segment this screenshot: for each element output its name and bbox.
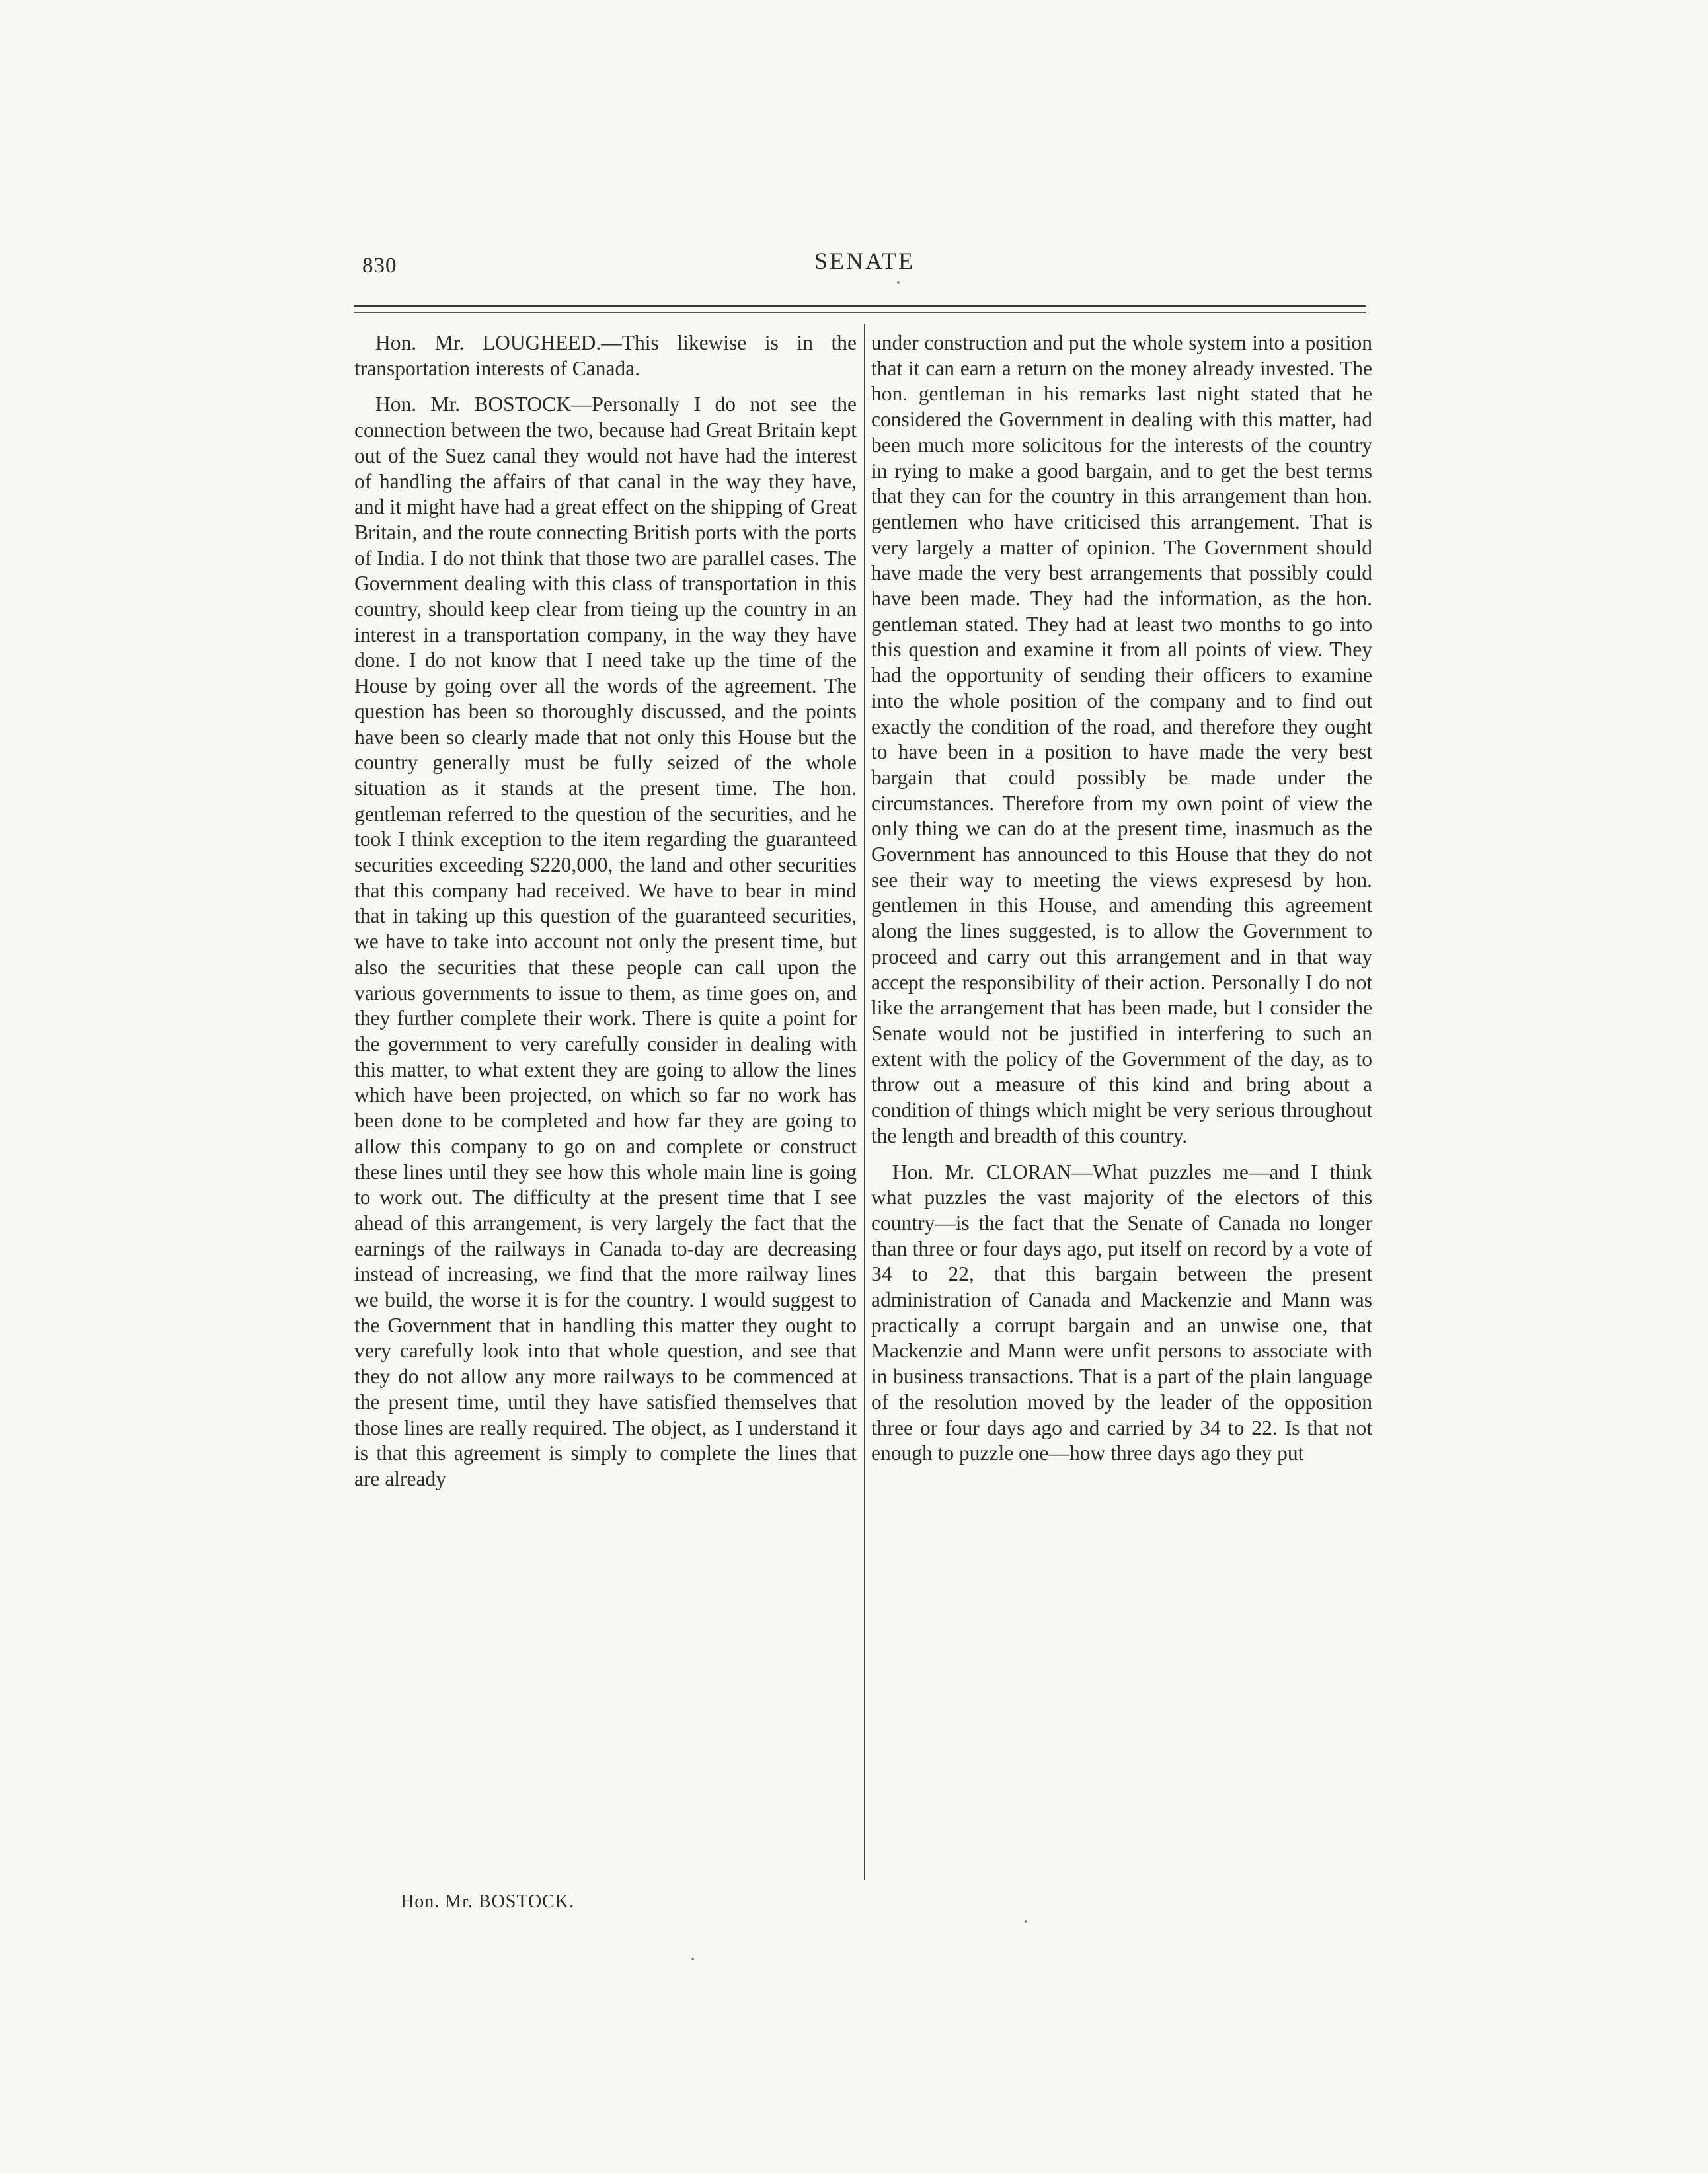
print-speck	[897, 281, 900, 284]
footer-speaker-note: Hon. Mr. BOSTOCK.	[401, 1891, 575, 1912]
paragraph-bostock-continued: under construction and put the whole system into a position that it can earn a return on the money already invested. The hon. gentleman in his remarks last night stated that he considered the Government in dealing with this matter, had been much more solicitous for the interests of the country in rying to make a good bargain, and to get the best terms that they can for the country in this arrangement than hon. gentlemen who have criticised this arrangement. That is very largely a matter of opinion. The Government should have made the very best arrangements that possibly could have been made. They had the information, as the hon. gentleman stated. They had at least two months to go into this question and examine it from all points of view. They had the opportunity of sending their officers to examine into the whole position of the company and to find out exactly the condition of the road, and therefore they ought to have been in a position to have made the very best bargain that could possibly be made under the circumstances. Therefore from my own point of view the only thing we can do at the present time, inasmuch as the Government has announced to this House that they do not see their way to meeting the views expresesd by hon. gentlemen in this House, and amending this agreement along the lines suggested, is to allow the Government to proceed and carry out this arrangement and in that way accept the responsibility of their action. Personally I do not like the arrangement that has been made, but I consider the Senate would not be justified in interfering to such an extent with the policy of the Government of the day, as to throw out a measure of this kind and bring about a condition of things which might be very serious throughout the length and breadth of this country.	[871, 331, 1372, 1147]
page-number: 830	[362, 254, 397, 278]
right-column	[871, 330, 1372, 1477]
paragraph-lougheed: Hon. Mr. LOUGHEED.—This likewise is in the transportation interests of Canada.	[354, 331, 857, 380]
header-rule-thick	[354, 305, 1366, 307]
print-speck	[691, 1958, 694, 1960]
paragraph-bostock: Hon. Mr. BOSTOCK—Personally I do not see the connection between the two, because had Great Britain kept out of the Suez canal they would not have had the interest of handling the affairs of that canal in the way they have, and it might have had a great effect on the shipping of Great Britain, and the route connecting British ports with the ports of India. I do not think that those two are parallel cases. The Government dealing with this class of transportation in this country, should keep clear from tieing up the country in an interest in a transportation company, in the way they have done. I do not know that I need take up the time of the House by going over all the words of the agreement. The question has been so thoroughly discussed, and the points have been so clearly made that not only this House but the country generally must be fully seized of the whole situation as it stands at the present time. The hon. gentleman referred to the question of the securities, and he took I think exception to the item regarding the guaranteed securities exceeding $220,000, the land and other securities that this company had received. We have to bear in mind that in taking up this question of the guaranteed securities, we have to take into account not only the present time, but also the securities that these people can call upon the various governments to issue to them, as time goes on, and they further complete their work. There is quite a point for the government to very carefully consider in dealing with this matter, to what extent they are going to allow the lines which have been projected, on which so far no work has been done to be completed and how far they are going to allow this company to go on and complete or construct these lines until they see how this whole main line is going to work out. The difficulty at the present time that I see ahead of this arrangement, is very largely the fact that the earnings of the railways in Canada to-day are decreasing instead of increasing, we find that the more railway lines we build, the worse it is for the country. I would suggest to the Government that in handling this matter they ought to very carefully look into that whole question, and see that they do not allow any more railways to be commenced at the present time, until they have satisfied themselves that those lines are really required. The object, as I understand it is that this agreement is simply to complete the lines that are already	[354, 393, 857, 1490]
left-column	[354, 330, 857, 1503]
column-divider	[864, 324, 865, 1880]
running-head: SENATE	[814, 248, 915, 274]
paragraph-cloran: Hon. Mr. CLORAN—What puzzles me—and I think what puzzles the vast majority of the electors of this country—is the fact that the Senate of Canada no longer than three or four days ago, put itself on record by a vote of 34 to 22, that this bargain between the present administration of Canada and Mackenzie and Mann was practically a corrupt bargain and an unwise one, that Mackenzie and Mann were unfit persons to associate with in business transactions. That is a part of the plain language of the resolution moved by the leader of the opposition three or four days ago and carried by 34 to 22. Is that not enough to puzzle one—how three days ago they put	[871, 1160, 1372, 1465]
header-rule-thin	[354, 312, 1366, 313]
page-header	[362, 246, 1367, 286]
print-speck	[1025, 1920, 1027, 1923]
